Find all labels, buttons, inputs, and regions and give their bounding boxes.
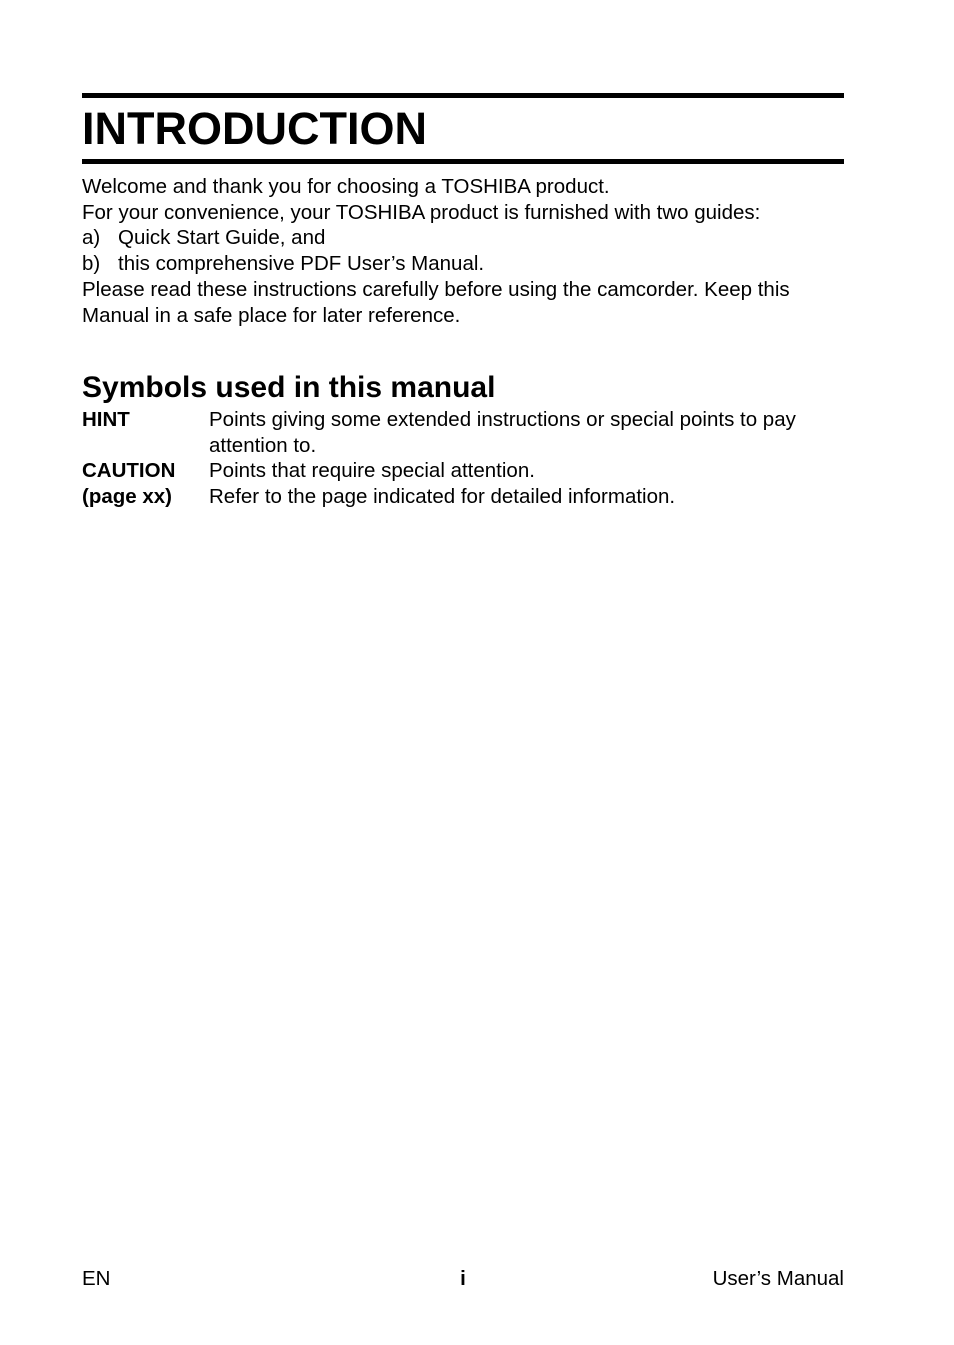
symbol-row-page-ref <box>82 484 844 510</box>
document-page <box>82 0 844 1345</box>
symbol-row-hint <box>82 407 844 458</box>
page-footer <box>82 1265 844 1293</box>
list-item-text: this comprehensive PDF User’s Manual. <box>118 252 485 276</box>
symbol-description: Refer to the page indicated for detailed information. <box>209 485 676 509</box>
list-item-text: Quick Start Guide, and <box>118 226 326 250</box>
section-heading: Symbols used in this manual <box>82 371 496 404</box>
guide-list-item <box>82 225 844 251</box>
footer-doc-title: User’s Manual <box>712 1267 844 1290</box>
intro-guides-lead: For your convenience, your TOSHIBA product is furnished with two guides: <box>82 200 761 224</box>
list-marker: b) <box>82 252 101 276</box>
list-marker: a) <box>82 226 101 250</box>
intro-closing: Please read these instructions carefully before using the camcorder. Keep this Manual in a safe place for later reference. <box>82 277 790 327</box>
symbol-term: CAUTION <box>82 459 176 483</box>
symbol-description: Points that require special attention. <box>209 459 535 483</box>
symbol-term: HINT <box>82 408 130 431</box>
title-block <box>82 93 844 164</box>
guide-list-item <box>82 251 844 277</box>
footer-language: EN <box>82 1267 111 1290</box>
symbol-row-caution <box>82 458 844 484</box>
page-title: INTRODUCTION <box>82 103 427 154</box>
page-number: i <box>460 1267 466 1290</box>
symbol-description: Points giving some extended instructions or special points to pay attention to. <box>209 408 796 457</box>
symbol-term: (page xx) <box>82 485 172 509</box>
intro-welcome: Welcome and thank you for choosing a TOSHIBA product. <box>82 175 610 198</box>
symbols-list <box>82 407 844 510</box>
intro-section <box>82 174 844 328</box>
